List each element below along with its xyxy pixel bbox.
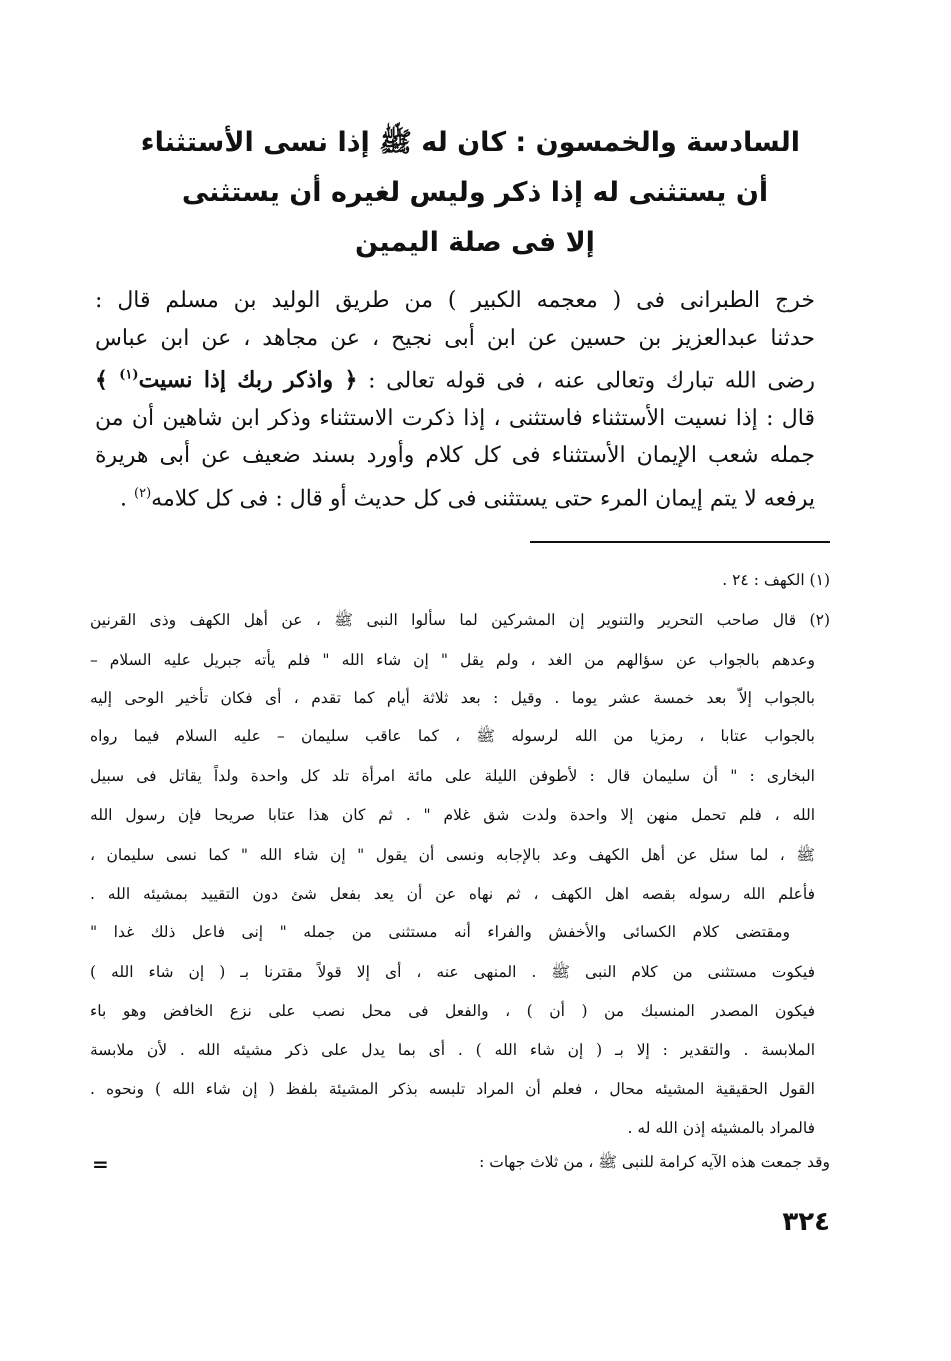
footnote-2-line: الملابسة . والتقدير : إلا بـ ( إن شاء الله ) . أى بما يدل على ذكر مشيئه الله . لأن ملابسة <box>90 1041 815 1059</box>
paragraph-line: قال : إذا نسيت الأستثناء فاستثنى ، إذا ذكرت الاستثناء وذكر ابن شاهين أن من <box>95 405 815 431</box>
footnote-2-line: القول الحقيقية المشيئه محال ، فعلم أن المراد تلبسه بذكر المشيئة بلفظ ( إن شاء الله ) ونحوه . <box>90 1080 815 1098</box>
paragraph-text: رضى الله تبارك وتعالى عنه ، فى قوله تعالى : <box>368 368 815 394</box>
footnote-2-line: وقد جمعت هذه الآيه كرامة للنبى ﷺ ، من ثلاث جهات : <box>479 1153 830 1171</box>
footnote-2-line: فيكون المصدر المنسبك من ( أن ) ، والفعل فى محل نصب على نزع الخافض وهو باء <box>90 1002 815 1020</box>
footnote-ref: (١) <box>119 368 139 383</box>
paragraph-line <box>95 357 815 400</box>
paragraph-line <box>95 475 815 518</box>
footnote-ref: (٢) <box>134 485 152 501</box>
paragraph-text: يرفعه لا يتم إيمان المرء حتى يستثنى فى كل حديث أو قال : فى كل كلامه <box>151 486 815 512</box>
heading-line: السادسة والخمسون : كان له ﷺ إذا نسى الأستثناء <box>140 127 800 158</box>
heading-line: إلا فى صلة اليمين <box>355 227 595 258</box>
footnote-2-line: ﷺ ، لما سئل عن أهل الكهف وعد بالإجابه ونسى أن يقول " إن شاء الله " كما نسى سليمان ، <box>90 846 815 864</box>
continuation-mark: = <box>92 1152 109 1176</box>
footnote-2-line: بالجواب إلاّ بعد خمسة عشر يوما . وقيل : بعد ثلاثة أيام كما تقدم ، أى فكان تأخير الوحى إليه <box>90 689 815 707</box>
quran-bracket: ﴾ <box>95 367 108 394</box>
quran-text: ﴿ واذكر ربك إذا نسيت <box>138 367 358 394</box>
footnote-separator <box>530 541 830 543</box>
main-paragraph <box>95 282 815 518</box>
page-number: ٣٢٤ <box>782 1207 830 1237</box>
footnote-2-line: البخارى : " أن سليمان قال : لأطوفن الليلة على مائة امرأة تلد كل واحدة ولداً يقاتل فى سبيل <box>90 767 815 785</box>
footnote-2-line: (٢) قال صاحب التحرير والتنوير إن المشركين لما سألوا النبى ﷺ ، عن أهل الكهف وذى القرنين <box>90 611 830 629</box>
footnote-2-line: الله ، فلم تحمل منهن إلا واحدة ولدت شق غلام " . ثم كان هذا عتابا صريحا فإن رسول الله <box>90 806 815 824</box>
section-heading <box>140 118 800 268</box>
footnote-2-line: بالجواب عتابا ، رمزيا من الله لرسوله ﷺ ، كما عاقب سليمان – عليه السلام فيما رواه <box>90 727 815 745</box>
paragraph-end: . <box>120 486 135 512</box>
paragraph-line: حدثنا عبدالعزيز بن حسين عن ابن أبى نجيح ، عن مجاهد ، عن ابن عباس <box>95 325 815 351</box>
footnote-2-line: ومقتضى كلام الكسائى والأخفش والفراء أنه مستثنى من جمله " إنى فاعل ذلك غدا " <box>90 923 790 941</box>
paragraph-line: جمله شعب الإيمان الأستثناء فى كل كلام وأورد بسند ضعيف عن أبى هريرة <box>95 443 815 469</box>
paragraph-line: خرج الطبرانى فى ( معجمه الكبير ) من طريق الوليد بن مسلم قال : <box>95 288 815 313</box>
footnote-2-line: فأعلم الله رسوله بقصه اهل الكهف ، ثم نهاه عن أن يعد بفعل شئ دون التقييد بمشيئه الله . <box>90 885 815 903</box>
heading-line: أن يستثنى له إذا ذكر وليس لغيره أن يستثنى <box>181 177 769 208</box>
footnote-2-line: فيكوت مستثنى من كلام النبى ﷺ . المنهى عنه ، أى إلا قولاً مقترنا بـ ( إن شاء الله ) <box>90 963 815 981</box>
footnote-1: (١) الكهف : ٢٤ . <box>722 571 830 589</box>
quran-verse <box>95 367 357 393</box>
footnote-2-line: وعدهم بالجواب عن سؤالهم من الغد ، ولم يقل " إن شاء الله " فلم يأته جبريل عليه السلام – <box>90 651 815 669</box>
footnote-2-line: فالمراد بالمشيئه إذن الله له . <box>627 1119 815 1137</box>
